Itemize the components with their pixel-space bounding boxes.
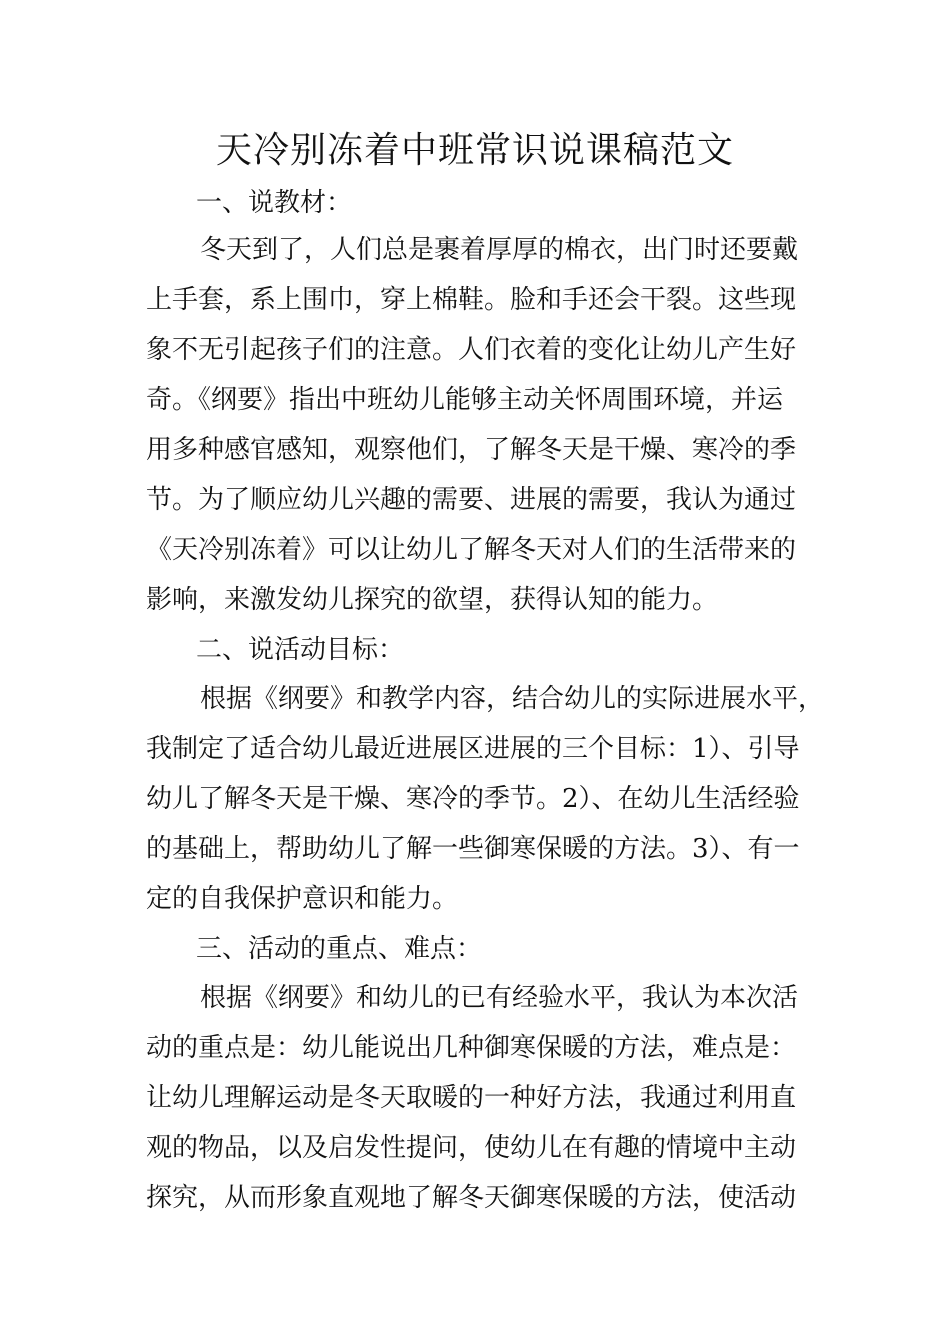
paragraph-line: 探究，从而形象直观地了解冬天御寒保暖的方法，使活动 (146, 1183, 797, 1213)
paragraph-line: 的基础上，帮助幼儿了解一些御寒保暖的方法。3）、有一 (146, 834, 800, 864)
paragraph-line: 影响，来激发幼儿探究的欲望，获得认知的能力。 (146, 585, 719, 615)
paragraph-line: 《天冷别冻着》可以让幼儿了解冬天对人们的生活带来的 (146, 535, 797, 565)
paragraph-line: 让幼儿理解运动是冬天取暖的一种好方法，我通过利用直 (146, 1083, 797, 1113)
paragraph-line: 奇。《纲要》指出中班幼儿能够主动关怀周围环境，并运 (146, 385, 784, 415)
document-title: 天冷别冻着中班常识说课稿范文 (215, 130, 734, 171)
section-heading-teaching-material: 一、说教材： (196, 188, 353, 218)
section-heading-activity-goals: 二、说活动目标： (196, 635, 405, 665)
paragraph-line: 根据《纲要》和教学内容，结合幼儿的实际进展水平， (200, 684, 825, 714)
paragraph-line: 用多种感官感知，观察他们，了解冬天是干燥、寒冷的季 (146, 435, 797, 465)
paragraph-line: 根据《纲要》和幼儿的已有经验水平，我认为本次活 (200, 983, 799, 1013)
paragraph-line: 观的物品，以及启发性提问，使幼儿在有趣的情境中主动 (146, 1133, 797, 1163)
section-heading-key-difficult-points: 三、活动的重点、难点： (196, 934, 483, 964)
paragraph-line: 节。为了顺应幼儿兴趣的需要、进展的需要，我认为通过 (146, 485, 797, 515)
paragraph-line: 上手套，系上围巾，穿上棉鞋。脸和手还会干裂。这些现 (146, 285, 797, 315)
paragraph-line: 动的重点是：幼儿能说出几种御寒保暖的方法，难点是： (146, 1033, 797, 1063)
paragraph-line: 我制定了适合幼儿最近进展区进展的三个目标：1）、引导 (146, 734, 800, 764)
paragraph-line: 定的自我保护意识和能力。 (146, 884, 459, 914)
paragraph-line: 象不无引起孩子们的注意。人们衣着的变化让幼儿产生好 (146, 335, 797, 365)
paragraph-line: 幼儿了解冬天是干燥、寒冷的季节。2）、在幼儿生活经验 (146, 784, 800, 814)
paragraph-line: 冬天到了，人们总是裹着厚厚的棉衣，出门时还要戴 (200, 235, 799, 265)
